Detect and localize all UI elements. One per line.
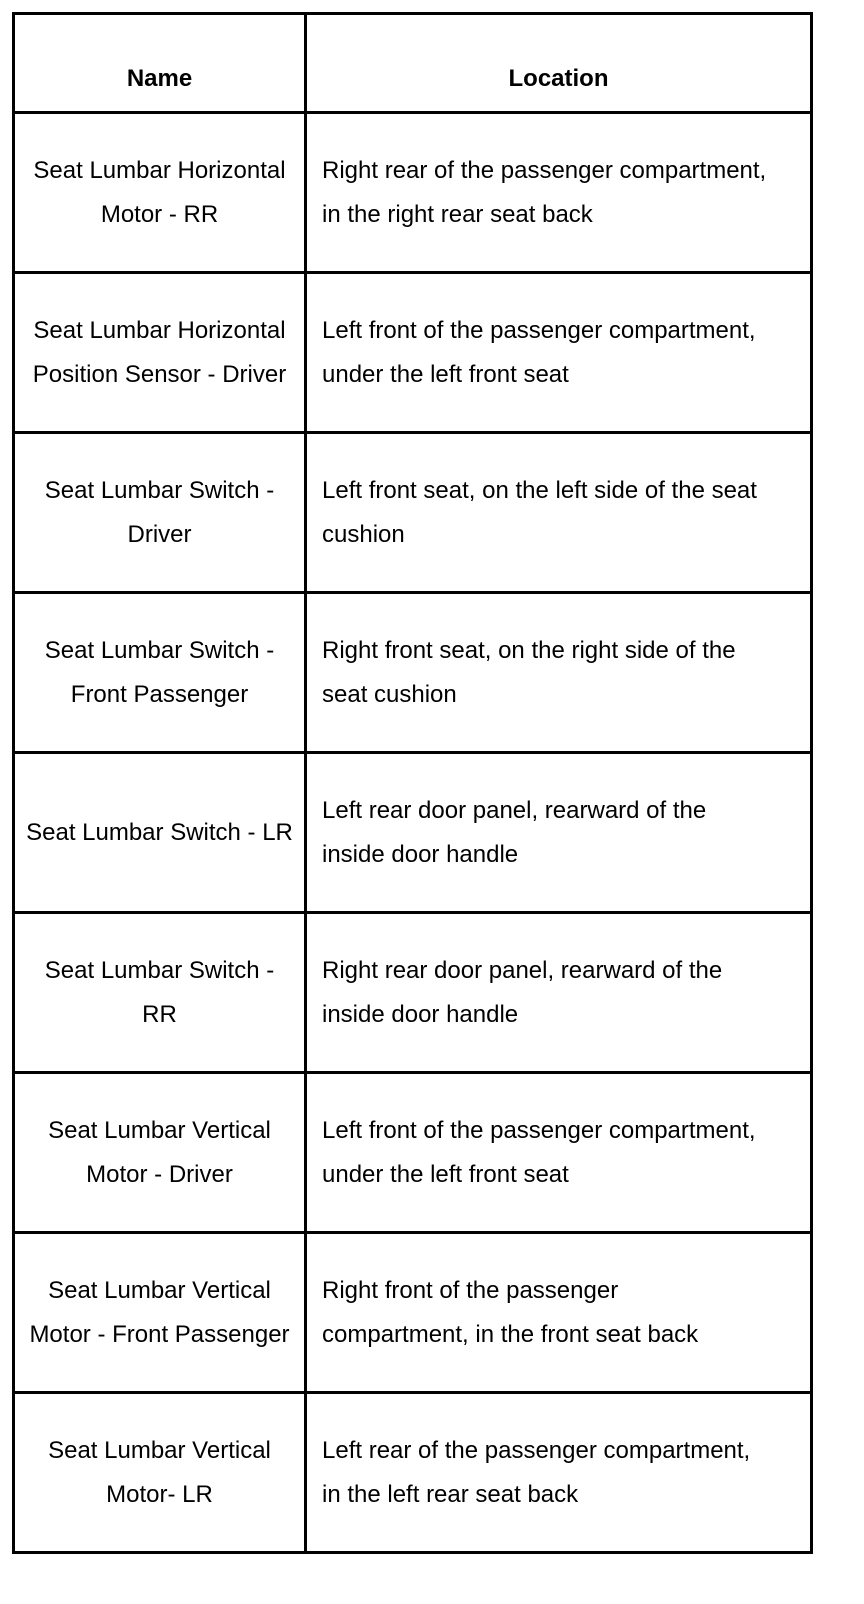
component-name-cell: [14, 753, 306, 913]
component-name-cell: [14, 433, 306, 593]
component-name-cell: [14, 1393, 306, 1553]
table-row: [14, 1393, 812, 1553]
component-name-cell: [14, 593, 306, 753]
component-name: Seat Lumbar Horizontal Motor - RR: [33, 156, 286, 228]
component-location-cell: [306, 1393, 812, 1553]
component-location-table: [12, 12, 813, 1554]
component-name: Seat Lumbar Switch - RR: [44, 956, 275, 1028]
component-name-cell: [14, 273, 306, 433]
location-column-header: Location: [306, 14, 812, 113]
component-location: Right front of the passenger compartment, in the front seat back: [322, 1276, 699, 1348]
component-location-cell: [306, 593, 812, 753]
component-name-cell: [14, 913, 306, 1073]
table-row: [14, 273, 812, 433]
component-location: Right rear door panel, rearward of the inside door handle: [322, 956, 723, 1028]
component-name: Seat Lumbar Vertical Motor - Driver: [48, 1116, 271, 1188]
component-name: Seat Lumbar Vertical Motor- LR: [48, 1436, 271, 1508]
component-location-cell: [306, 113, 812, 273]
table-row: [14, 913, 812, 1073]
component-location: Right front seat, on the right side of the seat cushion: [322, 636, 736, 708]
component-location: Right rear of the passenger compartment, in the right rear seat back: [322, 156, 767, 228]
header-row: [14, 14, 812, 113]
component-name-cell: [14, 1233, 306, 1393]
table-row: [14, 1073, 812, 1233]
component-location-cell: [306, 1233, 812, 1393]
component-location: Left front of the passenger compartment, under the left front seat: [322, 1116, 756, 1188]
component-location: Left rear of the passenger compartment, in the left rear seat back: [322, 1436, 751, 1508]
component-name-cell: [14, 1073, 306, 1233]
component-location-cell: [306, 913, 812, 1073]
component-name: Seat Lumbar Switch - Front Passenger: [44, 636, 275, 708]
table-row: [14, 1233, 812, 1393]
component-location-cell: [306, 1073, 812, 1233]
table-row: [14, 433, 812, 593]
table-row: [14, 753, 812, 913]
component-name: Seat Lumbar Vertical Motor - Front Passenger: [29, 1276, 290, 1348]
component-location-cell: [306, 273, 812, 433]
component-location: Left front seat, on the left side of the seat cushion: [322, 476, 757, 548]
component-name: Seat Lumbar Switch - Driver: [44, 476, 275, 548]
table-row: [14, 113, 812, 273]
component-location: Left rear door panel, rearward of the inside door handle: [322, 796, 707, 868]
component-name-cell: [14, 113, 306, 273]
component-location-cell: [306, 753, 812, 913]
component-name: Seat Lumbar Switch - LR: [26, 818, 293, 846]
name-column-header: Name: [14, 14, 306, 113]
component-location-cell: [306, 433, 812, 593]
table-row: [14, 593, 812, 753]
component-location: Left front of the passenger compartment, under the left front seat: [322, 316, 756, 388]
component-name: Seat Lumbar Horizontal Position Sensor - Driver: [32, 316, 287, 388]
